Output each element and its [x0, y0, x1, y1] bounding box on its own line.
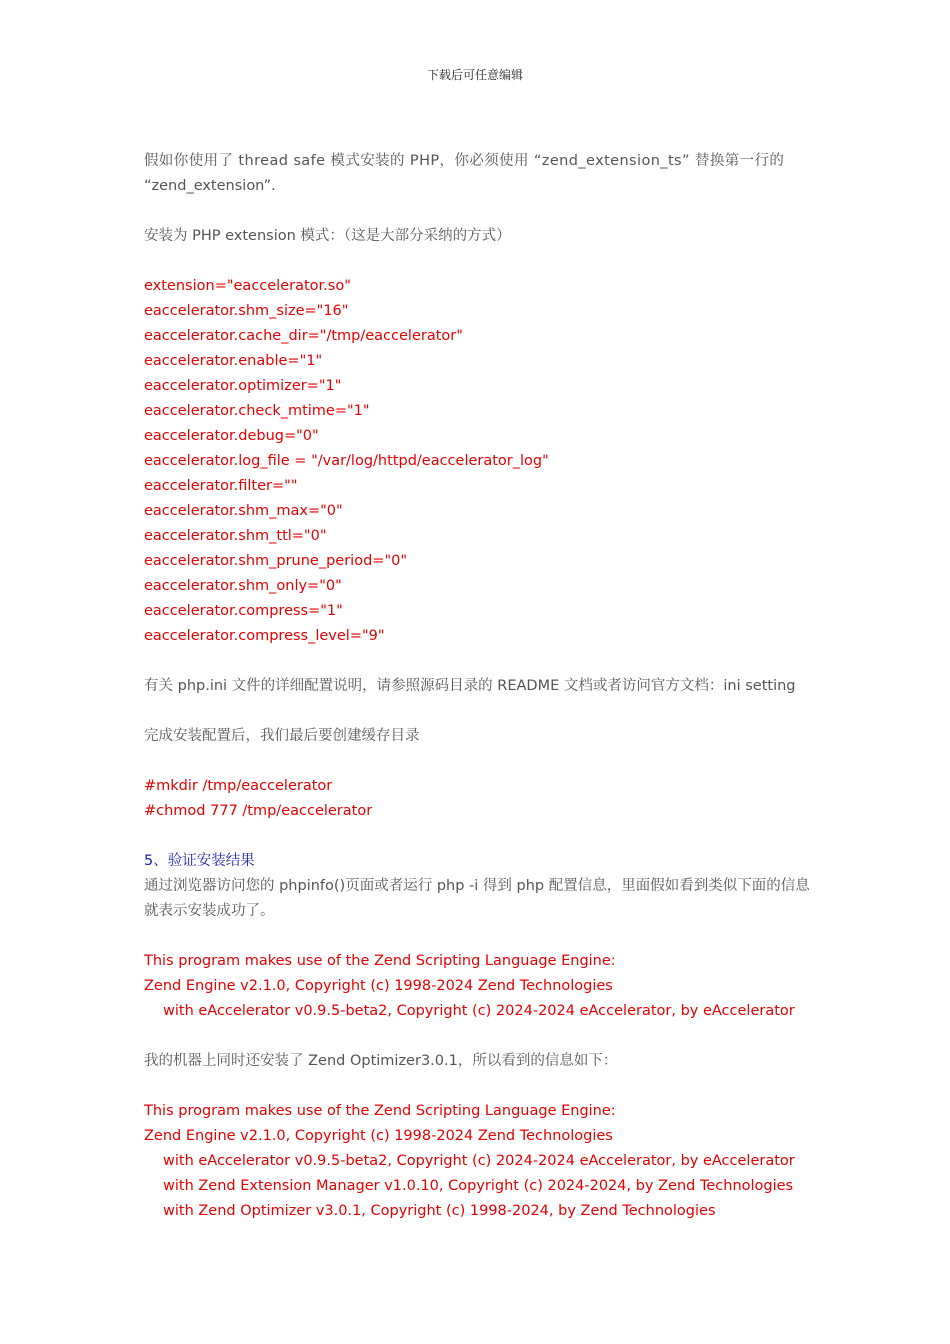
- config-line: eaccelerator.filter="": [144, 478, 298, 494]
- config-line: extension="eaccelerator.so": [144, 278, 351, 294]
- config-line: eaccelerator.shm_ttl="0": [144, 528, 327, 544]
- config-line: eaccelerator.optimizer="1": [144, 378, 342, 394]
- output-line: with eAccelerator v0.9.5-beta2, Copyright (c) 2024-2024 eAccelerator, by eAccelerator: [163, 1003, 795, 1019]
- section-heading: 5、验证安装结果: [144, 853, 255, 869]
- output-block-2: [144, 1099, 808, 1224]
- thread-safe-note-line-2: “zend_extension”.: [144, 178, 276, 194]
- cache-dir-note: 完成安装配置后，我们最后要创建缓存目录: [144, 728, 420, 744]
- config-line: eaccelerator.check_mtime="1": [144, 403, 370, 419]
- optimizer-note: 我的机器上同时还安装了 Zend Optimizer3.0.1，所以看到的信息如下：: [144, 1053, 618, 1069]
- verify-note-line-1: 通过浏览器访问您的 phpinfo()页面或者运行 php -i 得到 php 配置信息，里面假如看到类似下面的信息: [144, 878, 810, 894]
- output-line: Zend Engine v2.1.0, Copyright (c) 1998-2024 Zend Technologies: [144, 978, 613, 994]
- config-line: eaccelerator.compress="1": [144, 603, 343, 619]
- verify-note-line-2: 就表示安装成功了。: [144, 903, 275, 919]
- config-line: eaccelerator.compress_level="9": [144, 628, 385, 644]
- output-line: with Zend Optimizer v3.0.1, Copyright (c) 1998-2024, by Zend Technologies: [163, 1203, 716, 1219]
- page-header: 下载后可任意编辑: [426, 68, 523, 82]
- command-line: #chmod 777 /tmp/eaccelerator: [144, 803, 373, 819]
- extension-mode-note: 安装为 PHP extension 模式：（这是大部分采纳的方式）: [144, 228, 511, 244]
- document-body: [144, 149, 808, 1224]
- config-line: eaccelerator.enable="1": [144, 353, 323, 369]
- output-line: This program makes use of the Zend Scripting Language Engine:: [144, 953, 616, 969]
- ini-settings-note: 有关 php.ini 文件的详细配置说明，请参照源码目录的 README 文档或者访问官方文档：ini setting: [144, 678, 796, 694]
- command-block: [144, 774, 808, 824]
- config-line: eaccelerator.shm_prune_period="0": [144, 553, 408, 569]
- output-block-1: [144, 949, 808, 1024]
- config-line: eaccelerator.cache_dir="/tmp/eaccelerator": [144, 328, 463, 344]
- config-line: eaccelerator.debug="0": [144, 428, 319, 444]
- config-line: eaccelerator.shm_size="16": [144, 303, 349, 319]
- thread-safe-note-line-1: 假如你使用了 thread safe 模式安装的 PHP，你必须使用 “zend_extension_ts” 替换第一行的: [144, 153, 785, 169]
- config-block: [144, 274, 808, 649]
- config-line: eaccelerator.log_file = "/var/log/httpd/eaccelerator_log": [144, 453, 549, 469]
- command-line: #mkdir /tmp/eaccelerator: [144, 778, 333, 794]
- output-line: Zend Engine v2.1.0, Copyright (c) 1998-2024 Zend Technologies: [144, 1128, 613, 1144]
- output-line: with eAccelerator v0.9.5-beta2, Copyright (c) 2024-2024 eAccelerator, by eAccelerator: [163, 1153, 795, 1169]
- config-line: eaccelerator.shm_only="0": [144, 578, 342, 594]
- output-line: with Zend Extension Manager v1.0.10, Copyright (c) 2024-2024, by Zend Technologies: [163, 1178, 794, 1194]
- config-line: eaccelerator.shm_max="0": [144, 503, 343, 519]
- output-line: This program makes use of the Zend Scripting Language Engine:: [144, 1103, 616, 1119]
